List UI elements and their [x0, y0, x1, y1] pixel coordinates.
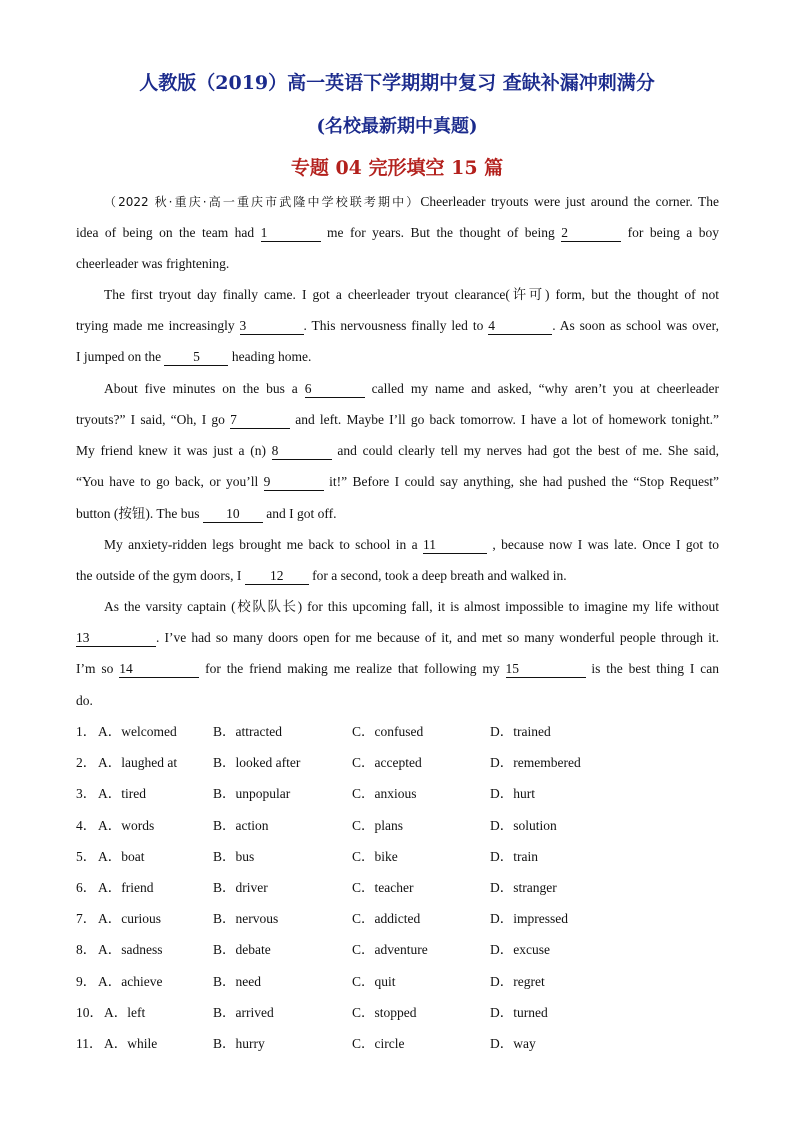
blank-9: 9	[264, 474, 324, 491]
passage-line: idea of being on the team had 1 me for years. But the thought of being 2 for being a boy	[76, 225, 719, 240]
question-row	[76, 879, 726, 897]
option-b: B．need	[213, 973, 261, 989]
option-a: A．words	[98, 817, 155, 833]
option-a: A．while	[104, 1036, 158, 1051]
blank-14: 14	[119, 661, 199, 678]
question-row	[76, 973, 726, 991]
option-a: A．curious	[98, 911, 161, 927]
option-b: B．nervous	[213, 911, 279, 927]
passage-line: （2022 秋·重庆·高一重庆市武隆中学校联考期中）Cheerleader tryouts were just around the corner. The	[104, 194, 719, 209]
passage-line: tryouts?” I said, “Oh, I go 7 and left. Maybe I’ll go back tomorrow. I have a lot of homework tonight.”	[76, 412, 720, 427]
blank-1: 1	[261, 225, 321, 242]
option-d: D．impressed	[490, 911, 568, 927]
question-row	[76, 1035, 726, 1053]
question-row	[76, 754, 726, 772]
blank-3: 3	[240, 318, 304, 335]
passage-line: About five minutes on the bus a 6 called my name and asked, “why aren’t you at cheerleader	[104, 381, 720, 396]
blank-7: 7	[230, 412, 290, 429]
question-number: 8．	[76, 942, 97, 958]
question-number: 2．	[76, 755, 97, 771]
option-a: A．laughed at	[98, 755, 178, 771]
question-number: 11．	[76, 1036, 103, 1051]
question-row	[76, 941, 726, 959]
option-b: B．looked after	[213, 755, 301, 771]
question-number: 7．	[76, 911, 97, 927]
passage-line: 13 . I’ve had so many doors open for me because of it, and met so many wonderful people through it.	[76, 630, 719, 645]
option-d: D．way	[490, 1036, 536, 1051]
option-a: A．left	[104, 1004, 146, 1020]
option-b: B．hurry	[213, 1036, 265, 1051]
question-number: 10．	[76, 1004, 103, 1020]
option-c: C．stopped	[352, 1004, 417, 1020]
option-b: B．debate	[213, 942, 271, 958]
blank-5: 5	[164, 349, 228, 366]
blank-15: 15	[506, 661, 586, 678]
option-d: D．turned	[490, 1004, 548, 1020]
option-c: C．plans	[352, 817, 404, 833]
option-b: B．action	[213, 817, 269, 833]
blank-12: 12	[245, 568, 309, 585]
passage-line: The first tryout day finally came. I got a cheerleader tryout clearance(许可) form, but the thought of not	[104, 287, 719, 302]
option-c: C．anxious	[352, 786, 417, 802]
blank-2: 2	[561, 225, 621, 242]
option-c: C．quit	[352, 973, 396, 989]
option-c: C．adventure	[352, 942, 428, 958]
blank-13: 13	[76, 630, 156, 647]
document-subtitle: (名校最新期中真题)	[316, 116, 478, 137]
option-a: A．friend	[98, 880, 154, 895]
option-c: C．addicted	[352, 911, 421, 927]
option-a: A．boat	[98, 848, 145, 864]
blank-6: 6	[305, 381, 365, 398]
option-b: B．driver	[213, 880, 268, 895]
option-c: C．teacher	[352, 880, 414, 895]
passage-line: do.	[76, 693, 93, 708]
option-a: A．achieve	[98, 973, 163, 989]
option-a: A．sadness	[98, 942, 163, 958]
option-c: C．accepted	[352, 755, 422, 771]
question-row	[76, 817, 726, 835]
question-row	[76, 1004, 726, 1022]
passage-line: As the varsity captain (校队队长) for this upcoming fall, it is almost impossible to imagine my life without	[104, 599, 719, 614]
option-d: D．trained	[490, 724, 551, 739]
question-row	[76, 848, 726, 866]
option-b: B．bus	[213, 848, 255, 864]
question-row	[76, 910, 726, 928]
topic-heading: 专题 04 完形填空 15 篇	[290, 157, 504, 179]
passage-line: I jumped on the 5 heading home.	[76, 349, 312, 364]
passage-line: button (按钮). The bus 10 and I got off.	[76, 506, 337, 521]
question-number: 4．	[76, 817, 97, 833]
option-d: D．train	[490, 848, 538, 864]
option-c: C．confused	[352, 724, 424, 739]
blank-10: 10	[203, 506, 263, 523]
document-title: 人教版（2019）高一英语下学期期中复习 查缺补漏冲刺满分	[139, 72, 655, 94]
option-d: D．hurt	[490, 786, 535, 802]
option-c: C．bike	[352, 848, 398, 864]
option-b: B．arrived	[213, 1004, 274, 1020]
passage-line: the outside of the gym doors, I 12 for a second, took a deep breath and walked in.	[76, 568, 567, 583]
option-b: B．unpopular	[213, 786, 291, 802]
passage-line: cheerleader was frightening.	[76, 256, 230, 271]
passage-line: My friend knew it was just a (n) 8 and could clearly tell my nerves had got the best of me. She said,	[76, 443, 720, 458]
option-d: D．excuse	[490, 942, 550, 958]
option-d: D．regret	[490, 973, 545, 989]
option-a: A．tired	[98, 786, 146, 802]
option-a: A．welcomed	[98, 724, 177, 739]
option-d: D．stranger	[490, 880, 557, 895]
passage-line: “You have to go back, or you’ll 9 it!” Before I could say anything, she had pushed the “Stop Request”	[76, 474, 719, 489]
option-d: D．remembered	[490, 755, 581, 771]
source-note: （2022 秋·重庆·高一重庆市武隆中学校联考期中）	[104, 195, 421, 209]
question-number: 6．	[76, 880, 97, 895]
question-row	[76, 785, 726, 803]
option-c: C．circle	[352, 1036, 405, 1051]
passage-line: I’m so 14 for the friend making me realize that following my 15 is the best thing I can	[76, 661, 720, 676]
question-number: 3．	[76, 786, 97, 802]
passage-line: trying made me increasingly 3 . This nervousness finally led to 4 . As soon as school was over,	[76, 318, 720, 333]
blank-4: 4	[488, 318, 552, 335]
question-number: 1．	[76, 724, 97, 739]
blank-11: 11	[423, 537, 487, 554]
question-row	[76, 723, 726, 741]
option-d: D．solution	[490, 817, 557, 833]
question-number: 9．	[76, 973, 97, 989]
blank-8: 8	[272, 443, 332, 460]
question-number: 5．	[76, 848, 97, 864]
passage-line: My anxiety-ridden legs brought me back to school in a 11 , because now I was late. Once I got to	[104, 537, 719, 552]
option-b: B．attracted	[213, 724, 282, 739]
